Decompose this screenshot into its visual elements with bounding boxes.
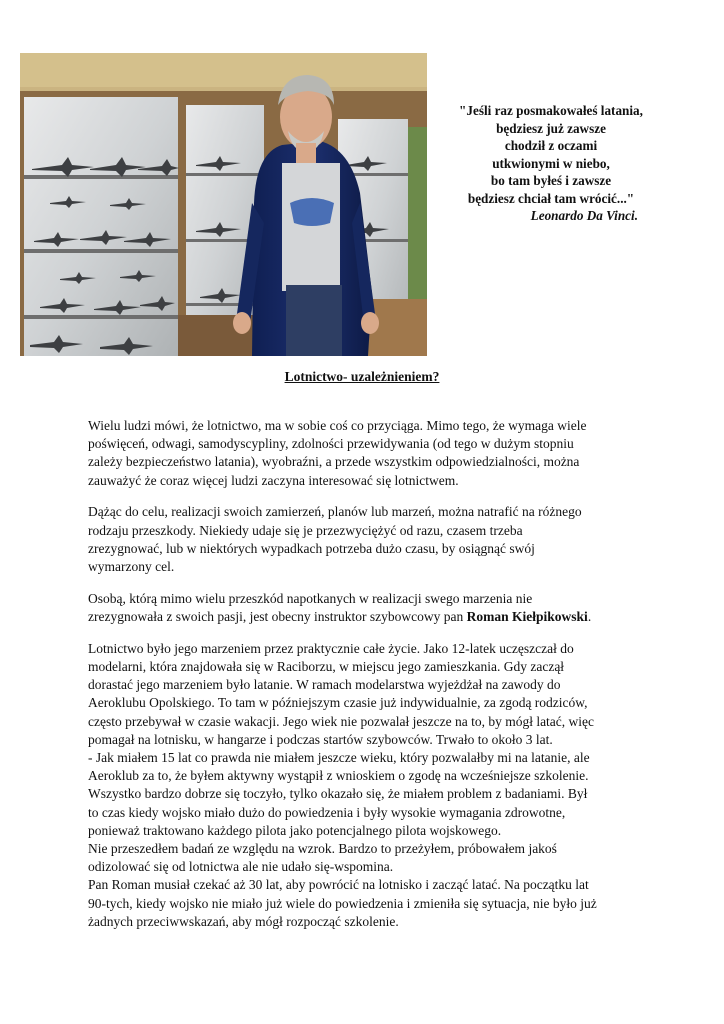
- text-line: Wszystko bardzo dobrze się toczyło, tylko okazało się, że miałem problem z badaniami. Był: [88, 786, 588, 802]
- instructor-name: Roman Kiełpikowski: [466, 609, 588, 625]
- text-line: często przebywał w czasie wakacji. Jego wiek nie pozwalał jeszcze na to, by mógł latać, więc: [88, 713, 595, 729]
- text-line: zrezygnować, lub w niektórych wypadkach potrzeba dużo czasu, by osiągnąć swój: [88, 540, 535, 556]
- text-fragment: zrezygnowała z swoich pasji, jest obecny instruktor szybowcowy pan: [88, 609, 467, 625]
- text-line: wymarzony cel.: [88, 559, 175, 575]
- text-line: rodzaju przeszkody. Niekiedy udaje się je przezwyciężyć od razu, czasem trzeba: [88, 522, 523, 538]
- text-fragment: .: [587, 609, 592, 625]
- paragraph-gap: [88, 490, 688, 504]
- text-line: Aeroklub za to, że byłem aktywny wystąpił z wnioskiem o zgodę na wcześniejsze szkolenie.: [88, 768, 589, 784]
- text-line: [88, 608, 688, 626]
- text-line: - Jak miałem 15 lat co prawda nie miałem jeszcze wieku, który pozwalałby mi na latanie, ale: [88, 750, 590, 766]
- text-line: Pan Roman musiał czekać aż 30 lat, aby powrócić na lotnisko i zacząć latać. Na początku lat: [88, 877, 589, 893]
- quote-line: będziesz chciał tam wrócić...": [467, 190, 635, 206]
- text-line: 90-tych, kiedy wojsko nie miało już wiele do powiedzenia i zmieniła się sytuacja, nie było już: [88, 895, 597, 911]
- quote-line: chodził z oczami: [504, 138, 598, 153]
- quote-line: utkwionymi w niebo,: [492, 155, 610, 171]
- text-line: to czas kiedy wojsko miało dużo do powiedzenia i były wysokie wymagania zdrowotne,: [88, 804, 566, 820]
- quote-author: Leonardo Da Vinci.: [530, 208, 638, 223]
- text-line: zauważyć że coraz więcej ludzi zaczyna interesować się lotnictwem.: [88, 472, 459, 488]
- text-line: Nie przeszedłem badań ze względu na wzrok. Bardzo to przeżyłem, próbowałem jakoś: [88, 841, 557, 857]
- quote-line: bo tam byłeś i zawsze: [490, 173, 612, 188]
- text-line: zależy bezpieczeństwo latania), wyobraźni, a przede wszystkim odpowiedzialności, można: [88, 454, 580, 470]
- quote-block: [428, 102, 674, 225]
- photo-man-with-model-planes: [20, 53, 427, 356]
- text-line: ponieważ traktowano każdego pilota jako potencjalnego pilota wojskowego.: [88, 822, 502, 838]
- text-line: modelarni, która znajdowała się w Raciborzu, w miejscu jego zamieszkania. Gdy zaczął: [88, 659, 565, 675]
- text-line: odizolować się od lotnictwa ale nie udało się-wspomina.: [88, 859, 394, 875]
- text-line: dorastać jego marzeniem było latanie. W ramach modelarstwa wyjeżdżał na zawody do: [88, 677, 561, 693]
- article-title: Lotnictwo- uzależnieniem?: [284, 369, 440, 384]
- text-line: Osobą, którą mimo wielu przeszkód napotkanych w realizacji swego marzenia nie: [88, 590, 533, 606]
- text-line: poświęceń, odwagi, samodyscypliny, zdolności przewidywania (od tego w dużym stopniu: [88, 436, 574, 452]
- quote-line: będziesz już zawsze: [496, 120, 606, 136]
- text-line: Lotnictwo było jego marzeniem przez praktycznie całe życie. Jako 12-latek uczęszczał do: [88, 640, 574, 656]
- text-line: żadnych przeciwwskazań, aby mógł rozpocząć szkolenie.: [88, 913, 399, 929]
- paragraph-gap: [88, 576, 688, 590]
- text-line: Aeroklubu Opolskiego. To tam w późniejszym czasie już indywidualnie, za zgodą rodziców,: [88, 695, 588, 711]
- text-line: Dążąc do celu, realizacji swoich zamierzeń, planów lub marzeń, można natrafić na różnego: [88, 504, 582, 520]
- text-line: Wielu ludzi mówi, że lotnictwo, ma w sobie coś co przyciąga. Mimo tego, że wymaga wiele: [88, 418, 587, 433]
- text-line: pomagał na lotnisku, w hangarze i podczas startów szybowców. Trwało to około 3 lat.: [88, 731, 553, 747]
- article-body: [88, 417, 688, 931]
- article-photo: [20, 53, 427, 356]
- paragraph-gap: [88, 626, 688, 640]
- quote-line: "Jeśli raz posmakowałeś latania,: [459, 103, 643, 118]
